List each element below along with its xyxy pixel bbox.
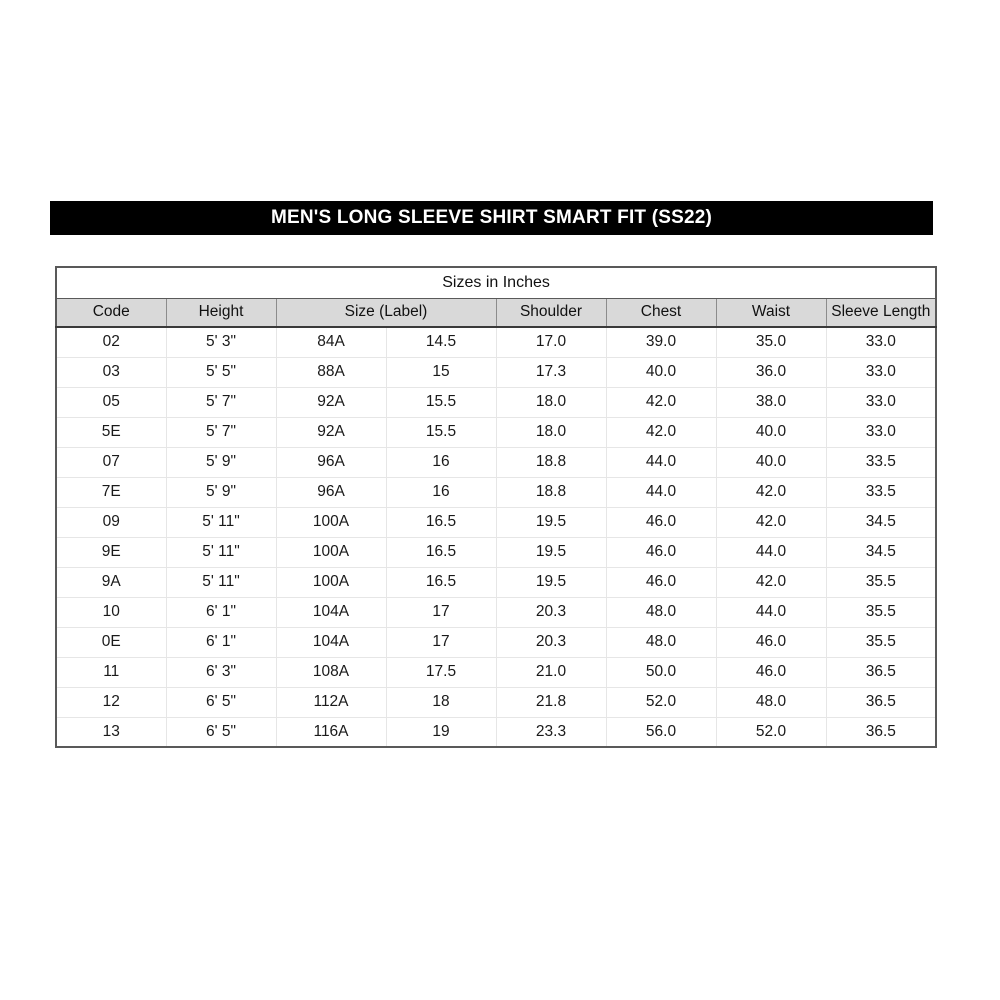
table-cell: 15.5	[386, 417, 496, 447]
table-row	[56, 597, 936, 627]
table-cell: 20.3	[496, 627, 606, 657]
table-cell: 15.5	[386, 387, 496, 417]
col-header-size-label: Size (Label)	[276, 298, 496, 327]
table-cell: 56.0	[606, 717, 716, 747]
table-cell: 42.0	[716, 507, 826, 537]
table-cell: 5' 11"	[166, 567, 276, 597]
table-cell: 6' 5"	[166, 687, 276, 717]
table-cell: 104A	[276, 627, 386, 657]
table-cell: 5' 5"	[166, 357, 276, 387]
table-cell: 0E	[56, 627, 166, 657]
table-cell: 100A	[276, 567, 386, 597]
table-cell: 5' 11"	[166, 507, 276, 537]
col-header-height: Height	[166, 298, 276, 327]
table-cell: 19.5	[496, 567, 606, 597]
table-cell: 42.0	[716, 477, 826, 507]
table-cell: 34.5	[826, 537, 936, 567]
table-cell: 17	[386, 597, 496, 627]
table-cell: 100A	[276, 507, 386, 537]
table-cell: 46.0	[716, 627, 826, 657]
table-cell: 15	[386, 357, 496, 387]
table-cell: 05	[56, 387, 166, 417]
header-row	[56, 298, 936, 327]
table-cell: 5' 7"	[166, 417, 276, 447]
table-cell: 12	[56, 687, 166, 717]
table-cell: 33.0	[826, 327, 936, 357]
table-cell: 33.5	[826, 447, 936, 477]
table-cell: 38.0	[716, 387, 826, 417]
table-cell: 44.0	[606, 447, 716, 477]
table-cell: 6' 1"	[166, 627, 276, 657]
table-cell: 18.8	[496, 447, 606, 477]
table-row	[56, 387, 936, 417]
table-cell: 20.3	[496, 597, 606, 627]
table-cell: 34.5	[826, 507, 936, 537]
table-cell: 6' 3"	[166, 657, 276, 687]
table-row	[56, 327, 936, 357]
size-chart-container	[55, 266, 935, 748]
product-title: MEN'S LONG SLEEVE SHIRT SMART FIT (SS22)	[270, 207, 713, 228]
table-row	[56, 507, 936, 537]
table-cell: 88A	[276, 357, 386, 387]
table-cell: 44.0	[606, 477, 716, 507]
table-cell: 42.0	[606, 417, 716, 447]
table-cell: 33.0	[826, 417, 936, 447]
table-cell: 36.5	[826, 687, 936, 717]
table-cell: 48.0	[606, 597, 716, 627]
table-cell: 16.5	[386, 507, 496, 537]
col-header-code: Code	[56, 298, 166, 327]
table-cell: 35.5	[826, 567, 936, 597]
table-cell: 17.0	[496, 327, 606, 357]
table-cell: 21.8	[496, 687, 606, 717]
size-table-body	[56, 327, 936, 747]
table-cell: 108A	[276, 657, 386, 687]
table-cell: 40.0	[716, 417, 826, 447]
table-cell: 35.5	[826, 597, 936, 627]
table-cell: 100A	[276, 537, 386, 567]
table-row	[56, 417, 936, 447]
table-cell: 42.0	[716, 567, 826, 597]
table-cell: 33.0	[826, 357, 936, 387]
col-header-waist: Waist	[716, 298, 826, 327]
table-cell: 5' 9"	[166, 447, 276, 477]
table-cell: 19	[386, 717, 496, 747]
table-cell: 18	[386, 687, 496, 717]
table-cell: 17.5	[386, 657, 496, 687]
table-cell: 14.5	[386, 327, 496, 357]
table-cell: 48.0	[606, 627, 716, 657]
table-cell: 52.0	[606, 687, 716, 717]
table-cell: 42.0	[606, 387, 716, 417]
table-cell: 46.0	[606, 567, 716, 597]
table-cell: 39.0	[606, 327, 716, 357]
table-cell: 50.0	[606, 657, 716, 687]
size-chart-table	[55, 266, 937, 748]
col-header-sleeve-length: Sleeve Length	[826, 298, 936, 327]
table-cell: 112A	[276, 687, 386, 717]
table-cell: 23.3	[496, 717, 606, 747]
table-cell: 5' 9"	[166, 477, 276, 507]
table-row	[56, 627, 936, 657]
table-cell: 33.5	[826, 477, 936, 507]
table-cell: 44.0	[716, 537, 826, 567]
table-cell: 16.5	[386, 537, 496, 567]
table-caption: Sizes in Inches	[56, 267, 936, 298]
table-cell: 11	[56, 657, 166, 687]
table-cell: 92A	[276, 387, 386, 417]
caption-row	[56, 267, 936, 298]
table-row	[56, 717, 936, 747]
col-header-shoulder: Shoulder	[496, 298, 606, 327]
table-cell: 10	[56, 597, 166, 627]
table-cell: 13	[56, 717, 166, 747]
table-cell: 6' 5"	[166, 717, 276, 747]
table-cell: 46.0	[606, 537, 716, 567]
table-cell: 21.0	[496, 657, 606, 687]
table-cell: 92A	[276, 417, 386, 447]
table-cell: 5' 7"	[166, 387, 276, 417]
table-cell: 07	[56, 447, 166, 477]
table-cell: 5' 3"	[166, 327, 276, 357]
table-cell: 5' 11"	[166, 537, 276, 567]
table-cell: 19.5	[496, 507, 606, 537]
product-title-banner	[50, 201, 933, 235]
table-row	[56, 567, 936, 597]
table-cell: 17.3	[496, 357, 606, 387]
table-cell: 36.5	[826, 657, 936, 687]
table-cell: 9A	[56, 567, 166, 597]
table-cell: 02	[56, 327, 166, 357]
col-header-chest: Chest	[606, 298, 716, 327]
table-cell: 18.0	[496, 417, 606, 447]
table-cell: 16	[386, 477, 496, 507]
table-row	[56, 357, 936, 387]
table-row	[56, 537, 936, 567]
table-cell: 16	[386, 447, 496, 477]
table-cell: 35.0	[716, 327, 826, 357]
table-cell: 52.0	[716, 717, 826, 747]
table-cell: 40.0	[606, 357, 716, 387]
table-cell: 35.5	[826, 627, 936, 657]
table-cell: 18.0	[496, 387, 606, 417]
table-cell: 17	[386, 627, 496, 657]
table-cell: 03	[56, 357, 166, 387]
table-cell: 09	[56, 507, 166, 537]
table-cell: 33.0	[826, 387, 936, 417]
table-cell: 48.0	[716, 687, 826, 717]
table-cell: 40.0	[716, 447, 826, 477]
table-cell: 116A	[276, 717, 386, 747]
table-cell: 96A	[276, 477, 386, 507]
table-cell: 96A	[276, 447, 386, 477]
table-cell: 5E	[56, 417, 166, 447]
table-cell: 16.5	[386, 567, 496, 597]
table-cell: 46.0	[716, 657, 826, 687]
table-cell: 7E	[56, 477, 166, 507]
table-row	[56, 687, 936, 717]
table-cell: 36.0	[716, 357, 826, 387]
table-cell: 18.8	[496, 477, 606, 507]
table-cell: 36.5	[826, 717, 936, 747]
table-cell: 6' 1"	[166, 597, 276, 627]
table-row	[56, 657, 936, 687]
table-cell: 84A	[276, 327, 386, 357]
table-cell: 44.0	[716, 597, 826, 627]
table-cell: 19.5	[496, 537, 606, 567]
table-row	[56, 447, 936, 477]
table-row	[56, 477, 936, 507]
table-cell: 46.0	[606, 507, 716, 537]
table-cell: 9E	[56, 537, 166, 567]
table-cell: 104A	[276, 597, 386, 627]
